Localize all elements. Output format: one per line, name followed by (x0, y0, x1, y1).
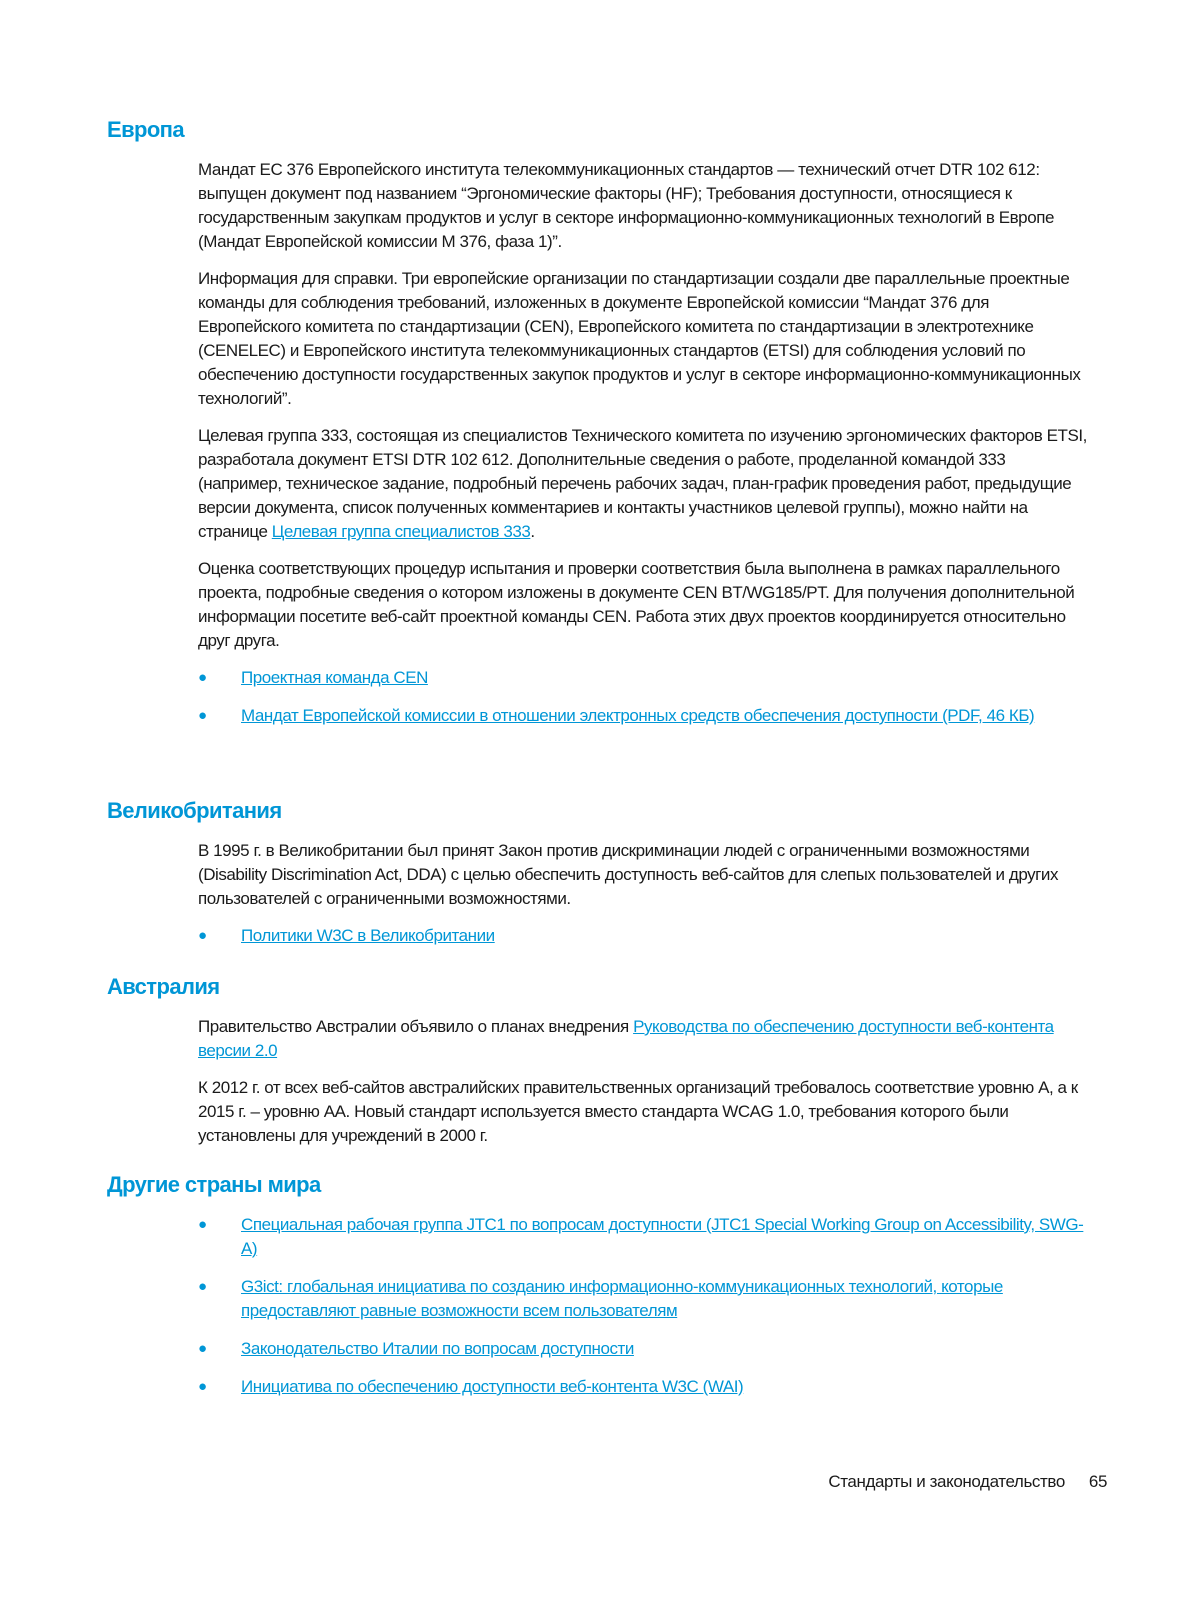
link-w3c-wai[interactable]: Инициатива по обеспечению доступности веб-контента W3C (WAI) (241, 1377, 744, 1396)
list-item (198, 1375, 1093, 1399)
section-uk (0, 797, 1202, 948)
list-item (198, 704, 1093, 728)
paragraph-text: Правительство Австралии объявило о планах внедрения (198, 1017, 634, 1036)
link-w3c-uk[interactable]: Политики W3C в Великобритании (241, 926, 495, 945)
section-australia (0, 973, 1202, 1148)
bullet-icon: ● (198, 927, 207, 944)
section-world (0, 1171, 1202, 1399)
section-europe (0, 116, 1202, 728)
paragraph (198, 1015, 1093, 1063)
paragraph: К 2012 г. от всех веб-сайтов австралийских правительственных организаций требовалось соответствие уровню A, а к 2015 г. – уровню AA. Новый стандарт используется вместо стандарта WCAG 1.0, требования которого были установлены для учреждений в 2000 г. (198, 1078, 1078, 1145)
list-item (198, 924, 1093, 948)
page-footer (828, 1472, 1107, 1492)
heading-europe: Европа (107, 117, 184, 142)
list-item (198, 1213, 1093, 1261)
link-italy[interactable]: Законодательство Италии по вопросам доступности (241, 1339, 634, 1358)
heading-world: Другие страны мира (107, 1172, 321, 1197)
link-jtc1[interactable]: Специальная рабочая группа JTC1 по вопросам доступности (JTC1 Special Working Group on Accessibility, SWG-A) (241, 1215, 1084, 1258)
bullet-icon: ● (198, 707, 207, 724)
paragraph: Информация для справки. Три европейские организации по стандартизации создали две параллельные проектные команды для соблюдения требований, изложенных в документе Европейской комиссии “Мандат 376 для Европейского комитета по стандартизации (CEN), Европейского комитета по стандартизации в электротехнике (CENELEC) и Европейского института телекоммуникационных стандартов (ETSI) для соблюдения условий по обеспечению доступности государственных закупок продуктов и услуг в секторе информационно-коммуникационных технологий”. (198, 269, 1081, 408)
link-list (198, 666, 1093, 728)
bullet-icon: ● (198, 1216, 207, 1233)
bullet-icon: ● (198, 1340, 207, 1357)
paragraph (198, 424, 1093, 544)
bullet-icon: ● (198, 1378, 207, 1395)
list-item (198, 1275, 1093, 1323)
link-task-force-333[interactable]: Целевая группа специалистов 333 (271, 522, 531, 541)
footer-title: Стандарты и законодательство (828, 1472, 1065, 1491)
heading-uk: Великобритания (107, 798, 282, 823)
paragraph: Мандат ЕС 376 Европейского института телекоммуникационных стандартов — технический отчет DTR 102 612: выпущен документ под названием “Эргономические факторы (HF); Требования доступности, относящиеся к государственным закупкам продуктов и услуг в секторе информационно-коммуникационных технологий в Европе (Мандат Европейской комиссии M 376, фаза 1)”. (198, 160, 1054, 251)
link-list (198, 924, 1093, 948)
link-g3ict[interactable]: G3ict: глобальная инициатива по созданию информационно-коммуникационных технологий, которые предоставляют равные возможности всем пользователям (241, 1277, 1003, 1320)
heading-australia: Австралия (107, 974, 220, 999)
list-item (198, 666, 1093, 690)
link-list (198, 1213, 1093, 1399)
bullet-icon: ● (198, 669, 207, 686)
paragraph-text: . (530, 522, 535, 541)
link-wcag-2[interactable]: Руководства по обеспечению доступности веб-контента версии 2.0 (198, 1017, 1054, 1060)
paragraph-text: Целевая группа 333, состоящая из специалистов Технического комитета по изучению эргономических факторов ETSI, разработала документ ETSI DTR 102 612. Дополнительные сведения о работе, проделанной командой 333 (например, техническое задание, подробный перечень рабочих задач, план-график проведения работ, предыдущие версии документа, список полученных комментариев и контакты участников целевой группы), можно найти на странице (198, 426, 1087, 541)
page-number: 65 (1088, 1472, 1107, 1491)
link-cen-team[interactable]: Проектная команда CEN (241, 668, 428, 687)
link-ec-mandate-pdf[interactable]: Мандат Европейской комиссии в отношении электронных средств обеспечения доступности (PDF, 46 КБ) (241, 706, 1035, 725)
paragraph: В 1995 г. в Великобритании был принят Закон против дискриминации людей с ограниченными возможностями (Disability Discrimination Act, DDA) с целью обеспечить доступность веб-сайтов для слепых пользователей и других пользователей с ограниченными возможностями. (198, 841, 1059, 908)
list-item (198, 1337, 1093, 1361)
paragraph: Оценка соответствующих процедур испытания и проверки соответствия была выполнена в рамках параллельного проекта, подробные сведения о котором изложены в документе CEN BT/WG185/PT. Для получения дополнительной информации посетите веб-сайт проектной команды CEN. Работа этих двух проектов координируется относительно друг друга. (198, 559, 1075, 650)
bullet-icon: ● (198, 1278, 207, 1295)
